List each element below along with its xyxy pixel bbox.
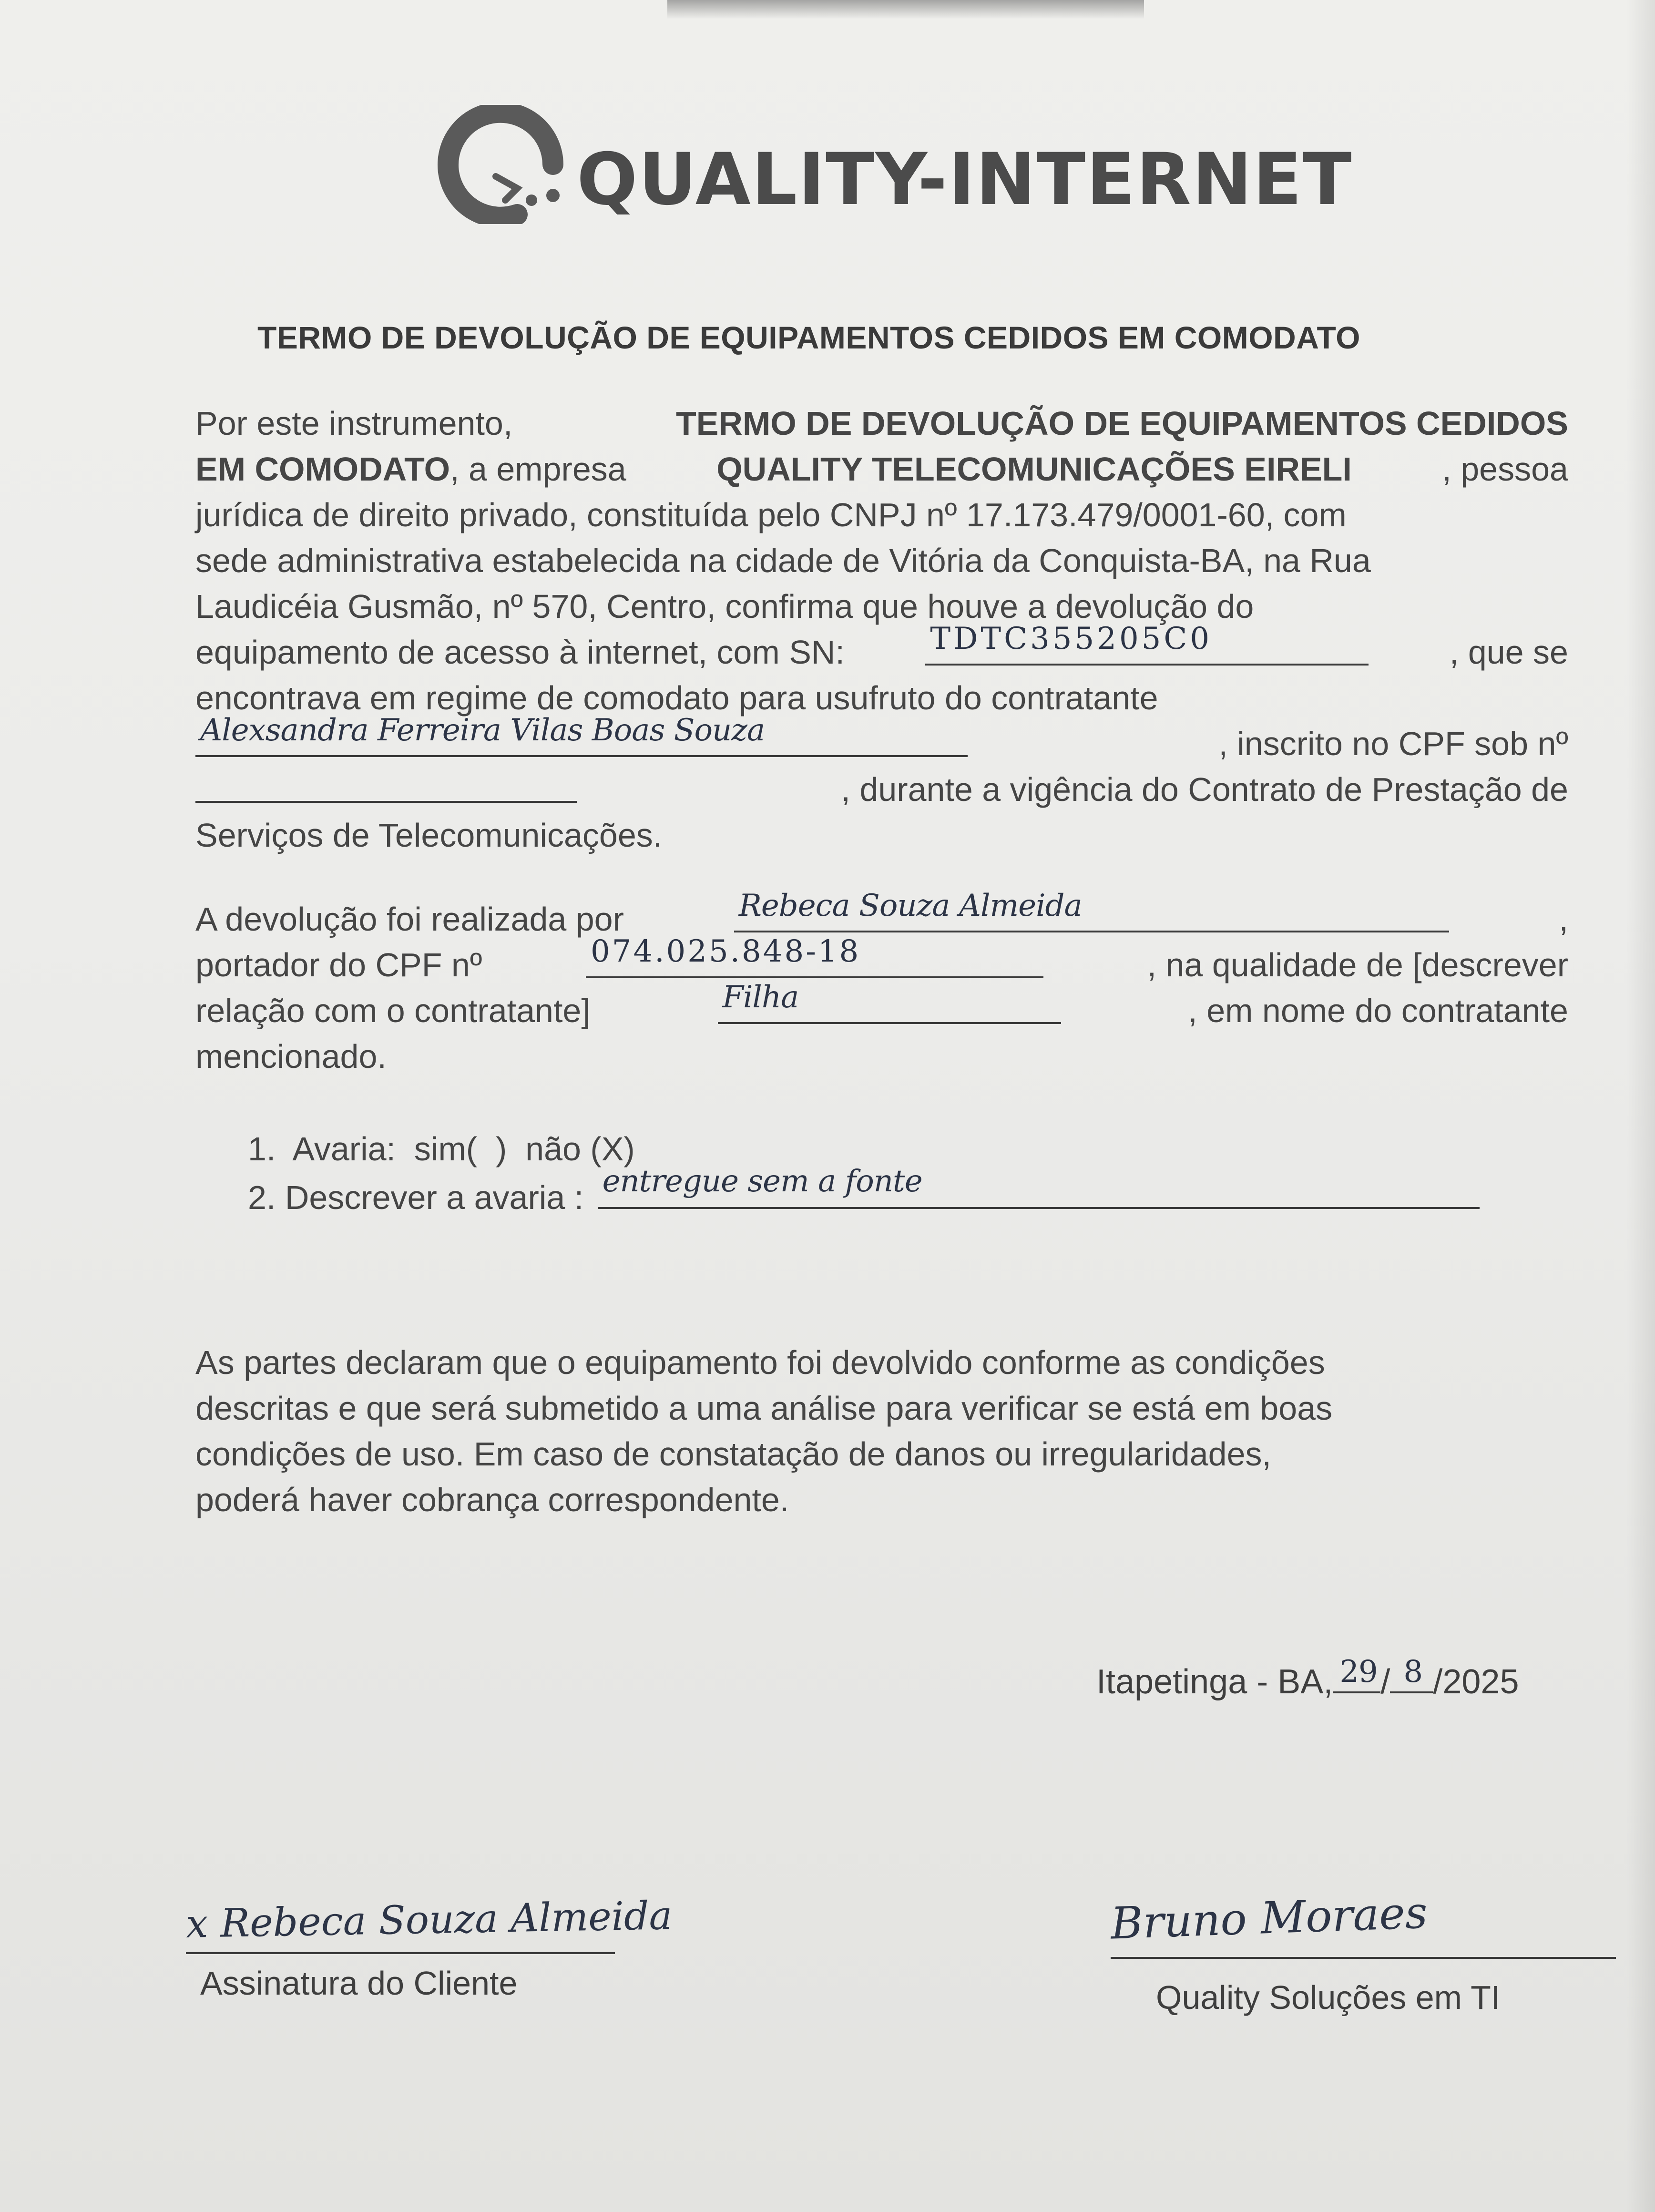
text-segment: A devolução foi realizada por bbox=[195, 901, 624, 938]
text-line: mencionado. bbox=[195, 1038, 387, 1075]
photo-shadow-top bbox=[667, 0, 1144, 19]
brand-name: QUALITY-INTERNET bbox=[577, 138, 1353, 221]
term-name-bold: EM COMODATO bbox=[195, 451, 450, 488]
sn-field bbox=[925, 621, 1369, 666]
date-separator: / bbox=[1380, 1663, 1390, 1701]
handwritten-cpf: 074.025.848-18 bbox=[591, 934, 861, 969]
handwritten-contratante-name: Alexsandra Ferreira Vilas Boas Souza bbox=[200, 713, 765, 748]
damage-list bbox=[248, 1125, 1480, 1221]
text-line: descritas e que será submetido a uma análise para verificar se está em boas bbox=[195, 1390, 1333, 1427]
text-segment: , na qualidade de [descrever bbox=[1147, 946, 1568, 983]
client-signature-label: Assinatura do Cliente bbox=[200, 1965, 518, 2002]
client-signature-line bbox=[186, 1952, 615, 1954]
date-place: Itapetinga - BA, bbox=[1096, 1663, 1333, 1701]
text-segment: portador do CPF nº bbox=[195, 946, 482, 983]
paragraph-return bbox=[195, 888, 1568, 1079]
handwritten-relation: Filha bbox=[722, 980, 799, 1015]
cpf-field bbox=[586, 934, 1043, 978]
date-year: /2025 bbox=[1433, 1663, 1519, 1701]
handwritten-month: 8 bbox=[1403, 1654, 1423, 1690]
quality-q-icon bbox=[434, 105, 572, 224]
list-item-damage: 1. Avaria: sim( ) não (X) bbox=[248, 1130, 635, 1167]
client-signature: x Rebeca Souza Almeida bbox=[185, 1893, 673, 1947]
handwritten-returned-by: Rebeca Souza Almeida bbox=[738, 888, 1082, 923]
text-segment: equipamento de acesso à internet, com SN: bbox=[195, 634, 845, 671]
text-line: encontrava em regime de comodato para usufruto do contratante bbox=[195, 679, 1158, 717]
company-name: QUALITY TELECOMUNICAÇÕES EIRELI bbox=[716, 451, 1352, 488]
date-line bbox=[1096, 1654, 1519, 1701]
text-segment: , bbox=[1559, 901, 1568, 938]
document-title: TERMO DE DEVOLUÇÃO DE EQUIPAMENTOS CEDIDOS EM COMODATO bbox=[257, 320, 1360, 355]
term-name-bold: TERMO DE DEVOLUÇÃO DE EQUIPAMENTOS CEDIDOS bbox=[675, 405, 1568, 442]
text-line: As partes declaram que o equipamento foi devolvido conforme as condições bbox=[195, 1344, 1325, 1381]
text-segment: , pessoa bbox=[1442, 451, 1568, 488]
text-segment: , em nome do contratante bbox=[1188, 992, 1568, 1029]
handwritten-day: 29 bbox=[1339, 1654, 1378, 1690]
relation-field bbox=[718, 980, 1061, 1024]
company-signature-line bbox=[1111, 1957, 1616, 1959]
cpf-blank-field bbox=[195, 767, 577, 803]
day-field bbox=[1333, 1654, 1380, 1693]
company-logo bbox=[434, 105, 1353, 224]
returned-by-field bbox=[734, 888, 1449, 932]
text-segment: Por este instrumento, bbox=[195, 405, 513, 442]
paragraph-declaration bbox=[195, 1340, 1592, 1523]
text-segment: , durante a vigência do Contrato de Prestação de bbox=[841, 771, 1568, 808]
contratante-field bbox=[195, 713, 968, 757]
paragraph-terms bbox=[195, 400, 1568, 858]
list-item-damage-description bbox=[248, 1164, 1480, 1221]
company-signature-label: Quality Soluções em TI bbox=[1156, 1979, 1501, 2016]
damage-description-field bbox=[598, 1164, 1480, 1209]
text-line: poderá haver cobrança correspondente. bbox=[195, 1481, 789, 1518]
text-segment: , a empresa bbox=[450, 451, 626, 488]
handwritten-serial-number: TDTC355205C0 bbox=[930, 621, 1213, 656]
photo-shadow-right bbox=[1626, 0, 1655, 2212]
month-field bbox=[1390, 1654, 1433, 1693]
text-line: jurídica de direito privado, constituída pelo CNPJ nº 17.173.479/0001-60, com bbox=[195, 496, 1347, 533]
text-segment: relação com o contratante] bbox=[195, 992, 591, 1029]
text-line: Laudicéia Gusmão, nº 570, Centro, confirma que houve a devolução do bbox=[195, 588, 1254, 625]
text-segment: , que se bbox=[1449, 634, 1568, 671]
handwritten-damage-description: entregue sem a fonte bbox=[602, 1164, 922, 1199]
text-line: sede administrativa estabelecida na cidade de Vitória da Conquista-BA, na Rua bbox=[195, 542, 1371, 579]
text-line: condições de uso. Em caso de constatação de danos ou irregularidades, bbox=[195, 1435, 1271, 1473]
company-signature: Bruno Moraes bbox=[1110, 1887, 1429, 1949]
text-segment: 2. Descrever a avaria : bbox=[248, 1179, 584, 1216]
text-line: Serviços de Telecomunicações. bbox=[195, 817, 663, 854]
text-segment: , inscrito no CPF sob nº bbox=[1218, 725, 1568, 762]
